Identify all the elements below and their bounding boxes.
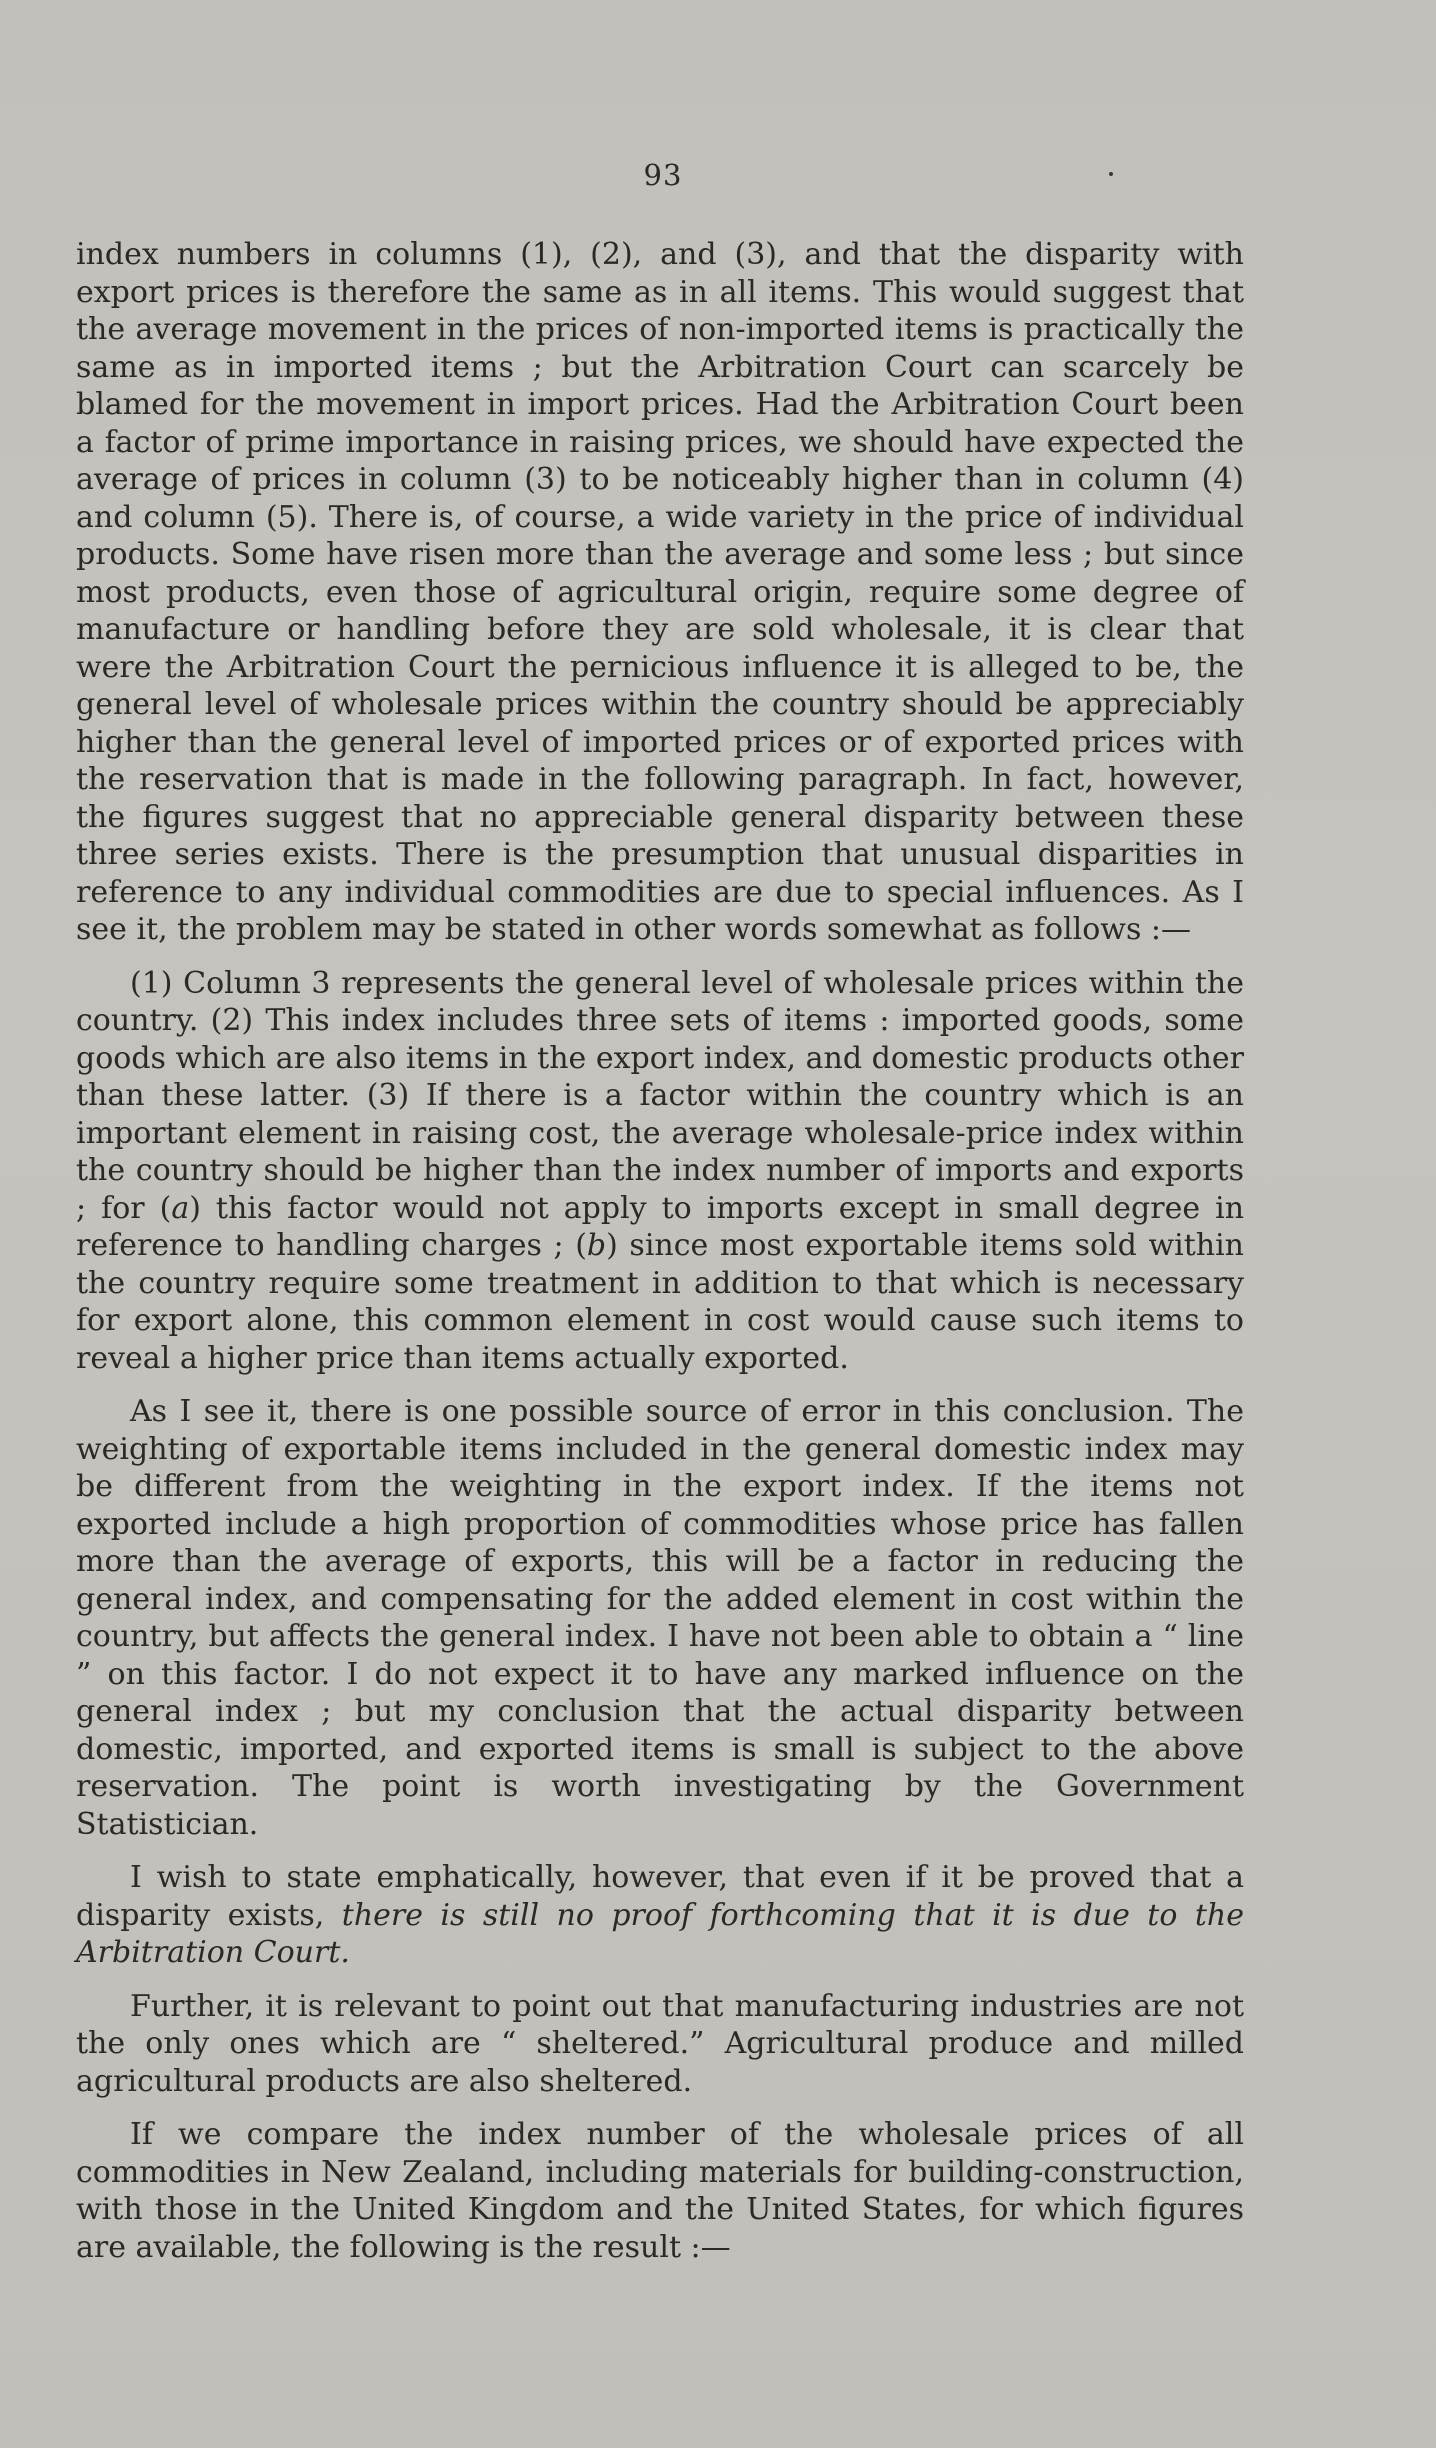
paragraph-2-part-c: ) since most exportable items sold within the country require some treatment in addition to that which is necessary for export alone, this common element in cost would cause such items to reveal a higher price than items actually exported.: [76, 1228, 1245, 1376]
paragraph-1: index numbers in columns (1), (2), and (3), and that the disparity with export prices is therefore the same as in all items. This would suggest that the average movement in the prices of non-imported items is practically the same as in imported items ; but the Arbitration Court can scarcely be blamed for the movement in import prices. Had the Arbitration Court been a factor of prime importance in raising prices, we should have expected the average of prices in column (3) to be noticeably higher than in column (4) and column (5). There is, of course, a wide variety in the price of individual products. Some have risen more than the average and some less ; but since most products, even those of agricultural origin, require some degree of manufacture or handling before they are sold wholesale, it is clear that were the Arbitration Court the pernicious influence it is alleged to be, the general level of wholesale prices within the country should be appreciably higher than the general level of imported prices or of exported prices with the reservation that is made in the following paragraph. In fact, however, the figures suggest that no appreciable general disparity between these three series exists. There is the presumption that unusual disparities in reference to any individual commodities are due to special influences. As I see it, the problem may be stated in other words somewhat as follows :—: [76, 237, 1244, 947]
paragraph-4: [76, 1859, 1244, 1972]
paragraph-4-plain: I wish to state emphatically, however, that even if it be proved that a disparity exists,: [76, 1860, 1244, 1933]
paragraph-2-part-a: (1) Column 3 represents the general level of wholesale prices within the country. (2) This index includes three sets of items : imported goods, some goods which are also items in the export index, and domestic products other than these latter. (3) If there is a factor within the country which is an important element in raising cost, the average wholesale-price index within the country should be higher than the index number of imports and exports ; for (: [76, 965, 1244, 1226]
page-number: 93: [643, 158, 683, 192]
paragraph-2-letter-b: b: [586, 1228, 607, 1263]
paragraph-2: [76, 965, 1244, 1378]
paragraph-6: If we compare the index number of the wholesale prices of all commodities in New Zealand, including materials for building-construction, with those in the United Kingdom and the United States, for which figures are available, the following is the result :—: [76, 2117, 1244, 2265]
paragraph-2-part-b: ) this factor would not apply to imports except in small degree in reference to handling charges ; (: [76, 1190, 1245, 1263]
paragraph-2-letter-a: a: [171, 1190, 190, 1226]
paragraph-5: Further, it is relevant to point out that manufacturing industries are not the only ones which are “ sheltered.” Agricultural produce and milled agricultural products are also sheltered.: [76, 1988, 1244, 2099]
paragraph-4-italic: there is still no proof forthcoming that it is due to the Arbitration Court.: [76, 1897, 1244, 1970]
print-speck: [1109, 172, 1113, 176]
paragraph-3: As I see it, there is one possible source of error in this conclusion. The weighting of exportable items included in the general domestic index may be different from the weighting in the export index. If the items not exported include a high proportion of commodities whose price has fallen more than the average of exports, this will be a factor in reducing the general index, and compensating for the added element in cost within the country, but affects the general index. I have not been able to obtain a “ line ” on this factor. I do not expect it to have any marked influence on the general index ; but my conclusion that the actual disparity between domestic, imported, and exported items is small is subject to the above reservation. The point is worth investigating by the Government Statistician.: [76, 1394, 1244, 1842]
body-text: [76, 236, 1244, 2282]
